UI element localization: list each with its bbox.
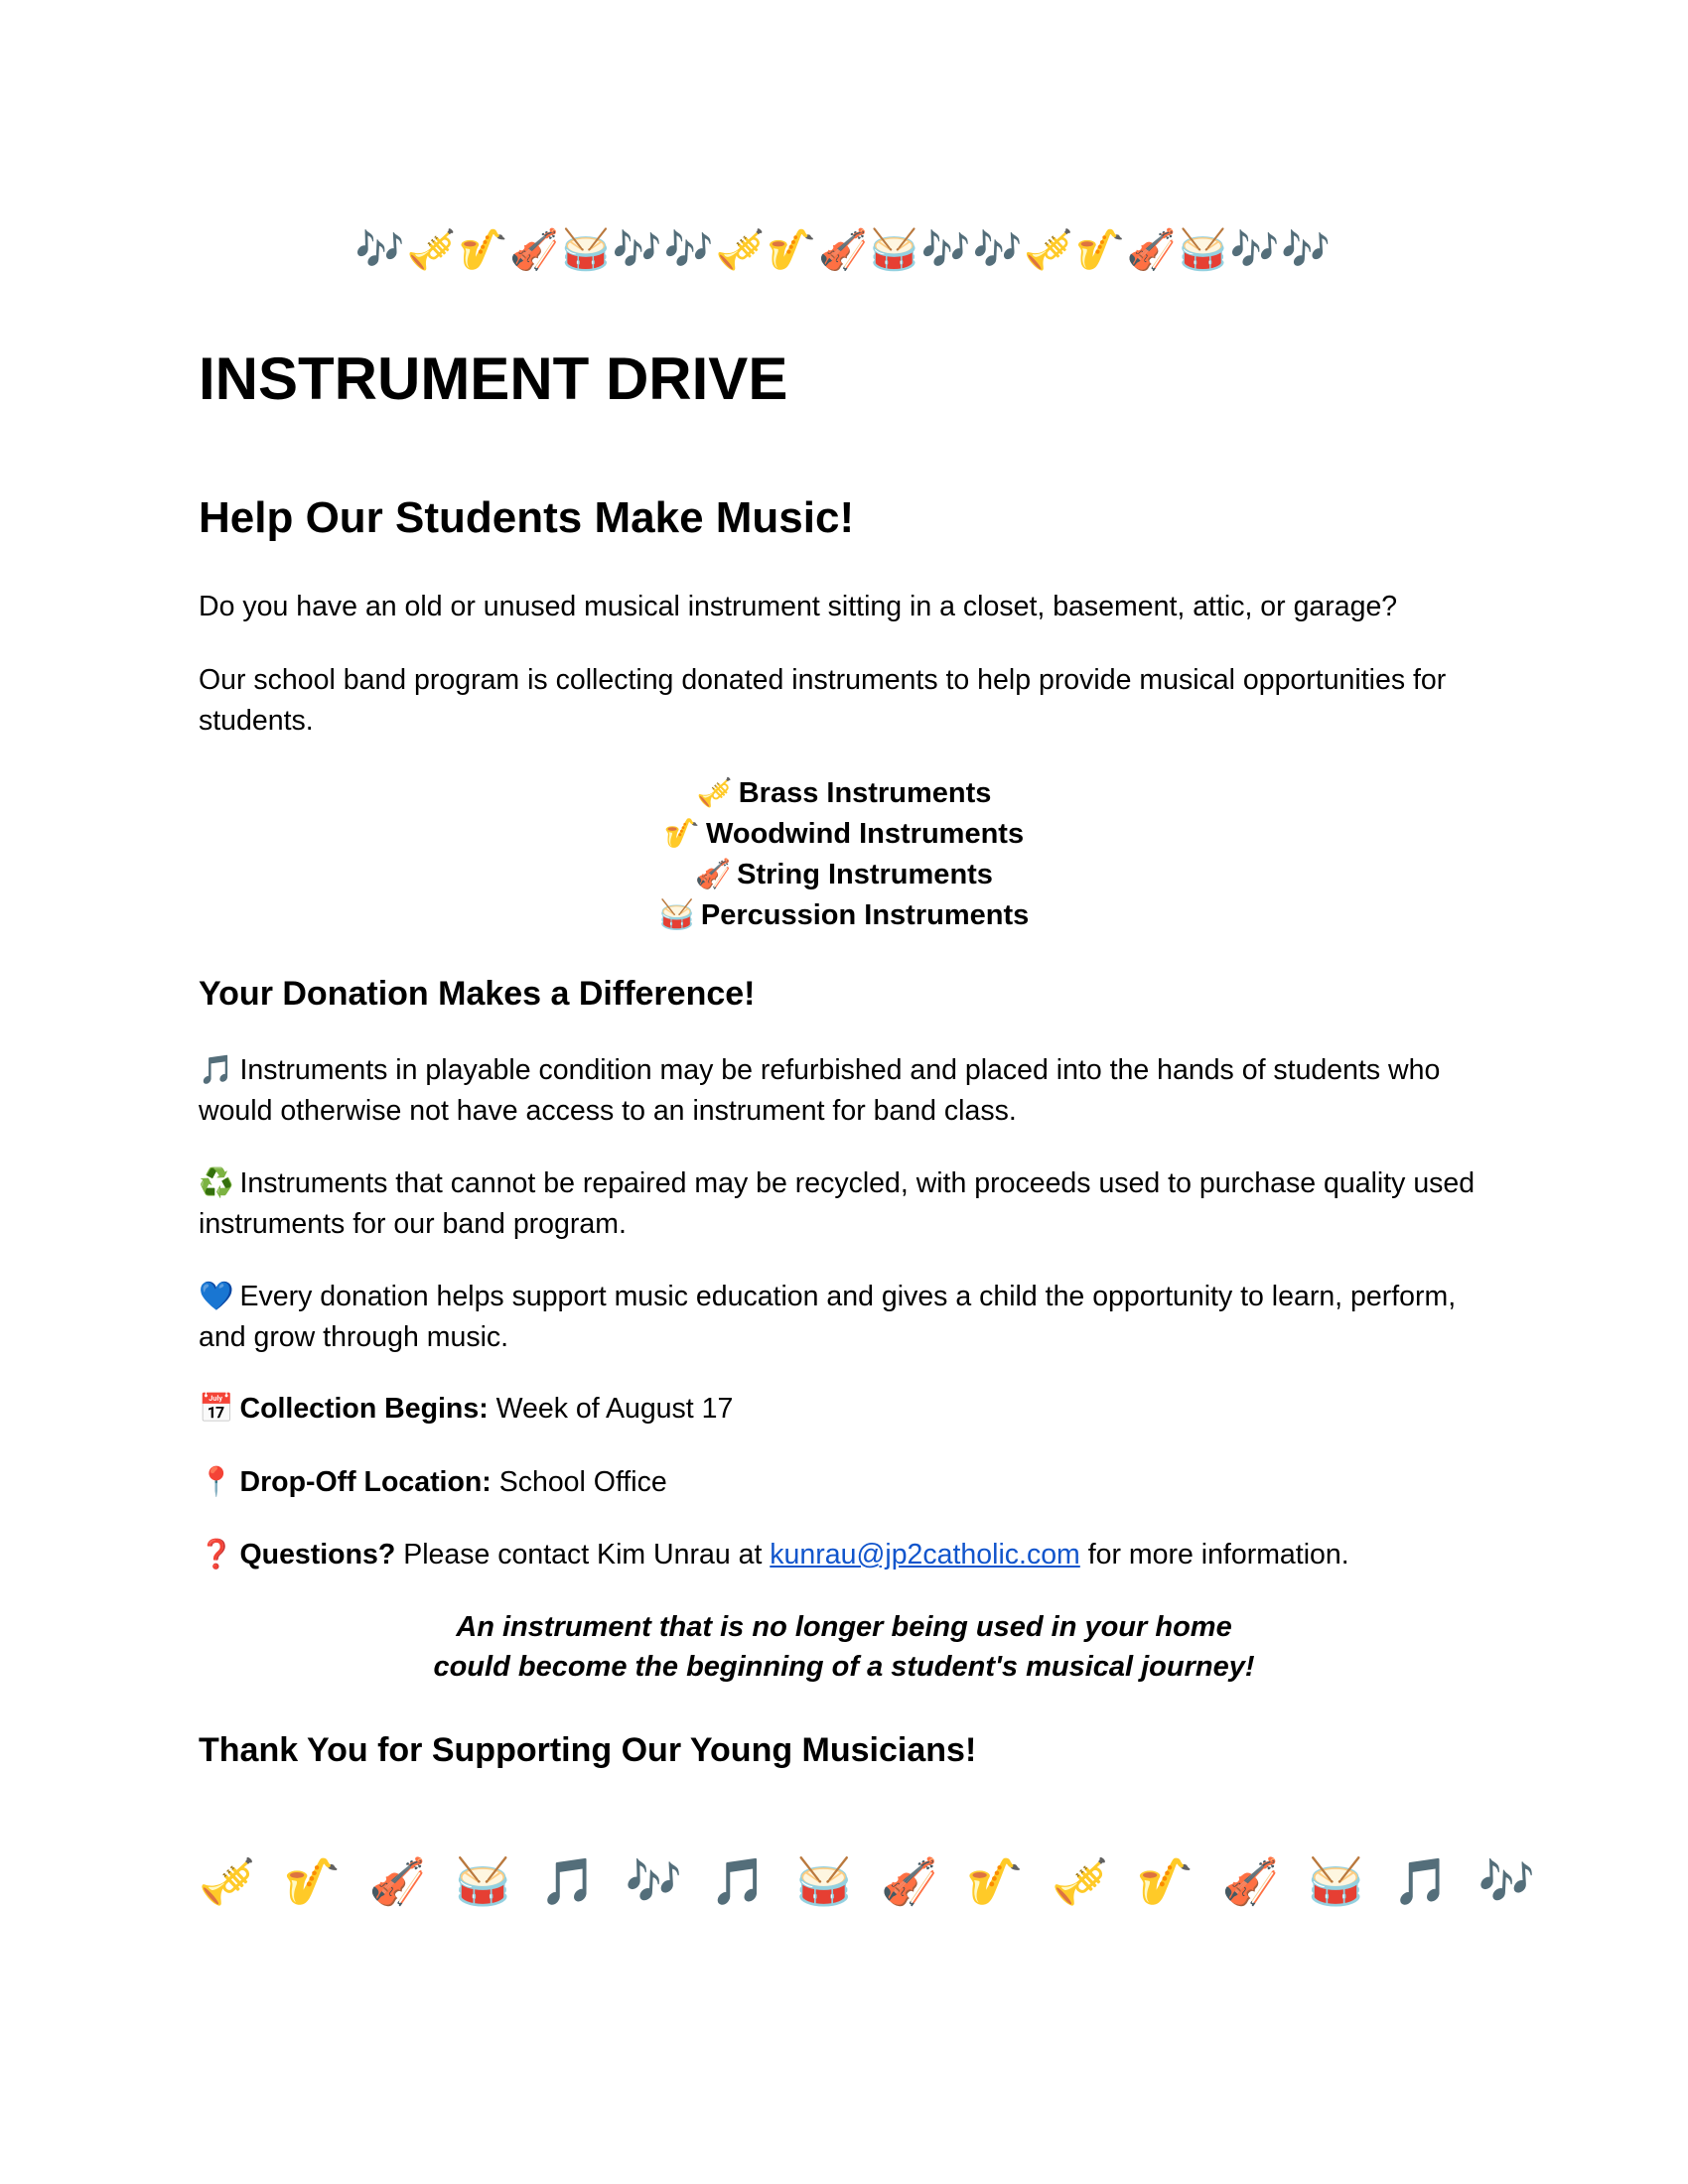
saxophone-icon: 🎷 (663, 816, 701, 850)
musical-note-icon: 🎵 (199, 1053, 234, 1086)
donation-point-refurbish (199, 1049, 1489, 1132)
dropoff-info (199, 1461, 1489, 1503)
subtitle: Help Our Students Make Music! (199, 493, 855, 542)
list-item-brass (199, 772, 1489, 813)
dropoff-value: School Office (498, 1466, 667, 1498)
bottom-emoji-border: 🎺 🎷 🎻 🥁 🎵 🎶 🎵 🥁 🎻 🎷 🎺 🎷 🎻 🥁 🎵 🎶 (199, 1854, 1535, 1908)
list-item-woodwind (199, 813, 1489, 854)
quote-line-2: could become the beginning of a student's musical journey! (433, 1651, 1255, 1683)
list-item-percussion (199, 894, 1489, 935)
collection-info (199, 1388, 1489, 1430)
quote-line-1: An instrument that is no longer being used in your home (456, 1611, 1232, 1643)
trumpet-icon: 🎺 (696, 775, 733, 809)
list-item-label: String Instruments (737, 859, 993, 890)
questions-pre-text: Please contact Kim Unrau at (403, 1539, 763, 1570)
closing-quote (199, 1607, 1489, 1687)
questions-label: Questions? (239, 1539, 396, 1570)
donation-point-text: Instruments that cannot be repaired may be recycled, with proceeds used to purchase quality used instruments for our band program. (199, 1167, 1476, 1240)
donation-heading: Your Donation Makes a Difference! (199, 975, 756, 1013)
donation-point-text: Instruments in playable condition may be refurbished and placed into the hands of students who would otherwise not have access to an instrument for band class. (199, 1054, 1441, 1127)
location-pin-icon: 📍 (199, 1465, 234, 1498)
list-item-label: Percussion Instruments (700, 899, 1030, 931)
questions-info (199, 1534, 1489, 1575)
top-emoji-border: 🎶🎺🎷🎻🥁🎶🎶🎺🎷🎻🥁🎶🎶🎺🎷🎻🥁🎶🎶 (354, 227, 1334, 273)
donation-point-support (199, 1276, 1489, 1358)
collection-label: Collection Begins: (239, 1393, 489, 1425)
list-item-label: Woodwind Instruments (706, 818, 1025, 850)
question-mark-icon: ❓ (199, 1538, 234, 1570)
donation-point-recycle (199, 1162, 1489, 1245)
recycle-icon: ♻️ (199, 1166, 234, 1199)
intro-question: Do you have an old or unused musical instrument sitting in a closet, basement, attic, or garage? (199, 591, 1398, 622)
dropoff-label: Drop-Off Location: (239, 1466, 492, 1498)
violin-icon: 🎻 (695, 857, 732, 890)
instrument-list (199, 772, 1489, 935)
blue-heart-icon: 💙 (199, 1280, 234, 1312)
flyer-page (199, 0, 1535, 2184)
donation-point-text: Every donation helps support music education and gives a child the opportunity to learn, perform, and grow through music. (199, 1281, 1457, 1353)
calendar-icon: 📅 (199, 1392, 234, 1425)
intro-program: Our school band program is collecting donated instruments to help provide musical opportunities for students. (199, 664, 1447, 737)
list-item-label: Brass Instruments (738, 777, 992, 809)
collection-value: Week of August 17 (495, 1393, 734, 1425)
list-item-string (199, 854, 1489, 894)
thank-you-heading: Thank You for Supporting Our Young Musicians! (199, 1731, 977, 1769)
contact-email-link[interactable]: kunrau@jp2catholic.com (770, 1539, 1080, 1570)
drum-icon: 🥁 (658, 897, 695, 931)
page-title: INSTRUMENT DRIVE (199, 345, 788, 412)
questions-post-text: for more information. (1087, 1539, 1349, 1570)
